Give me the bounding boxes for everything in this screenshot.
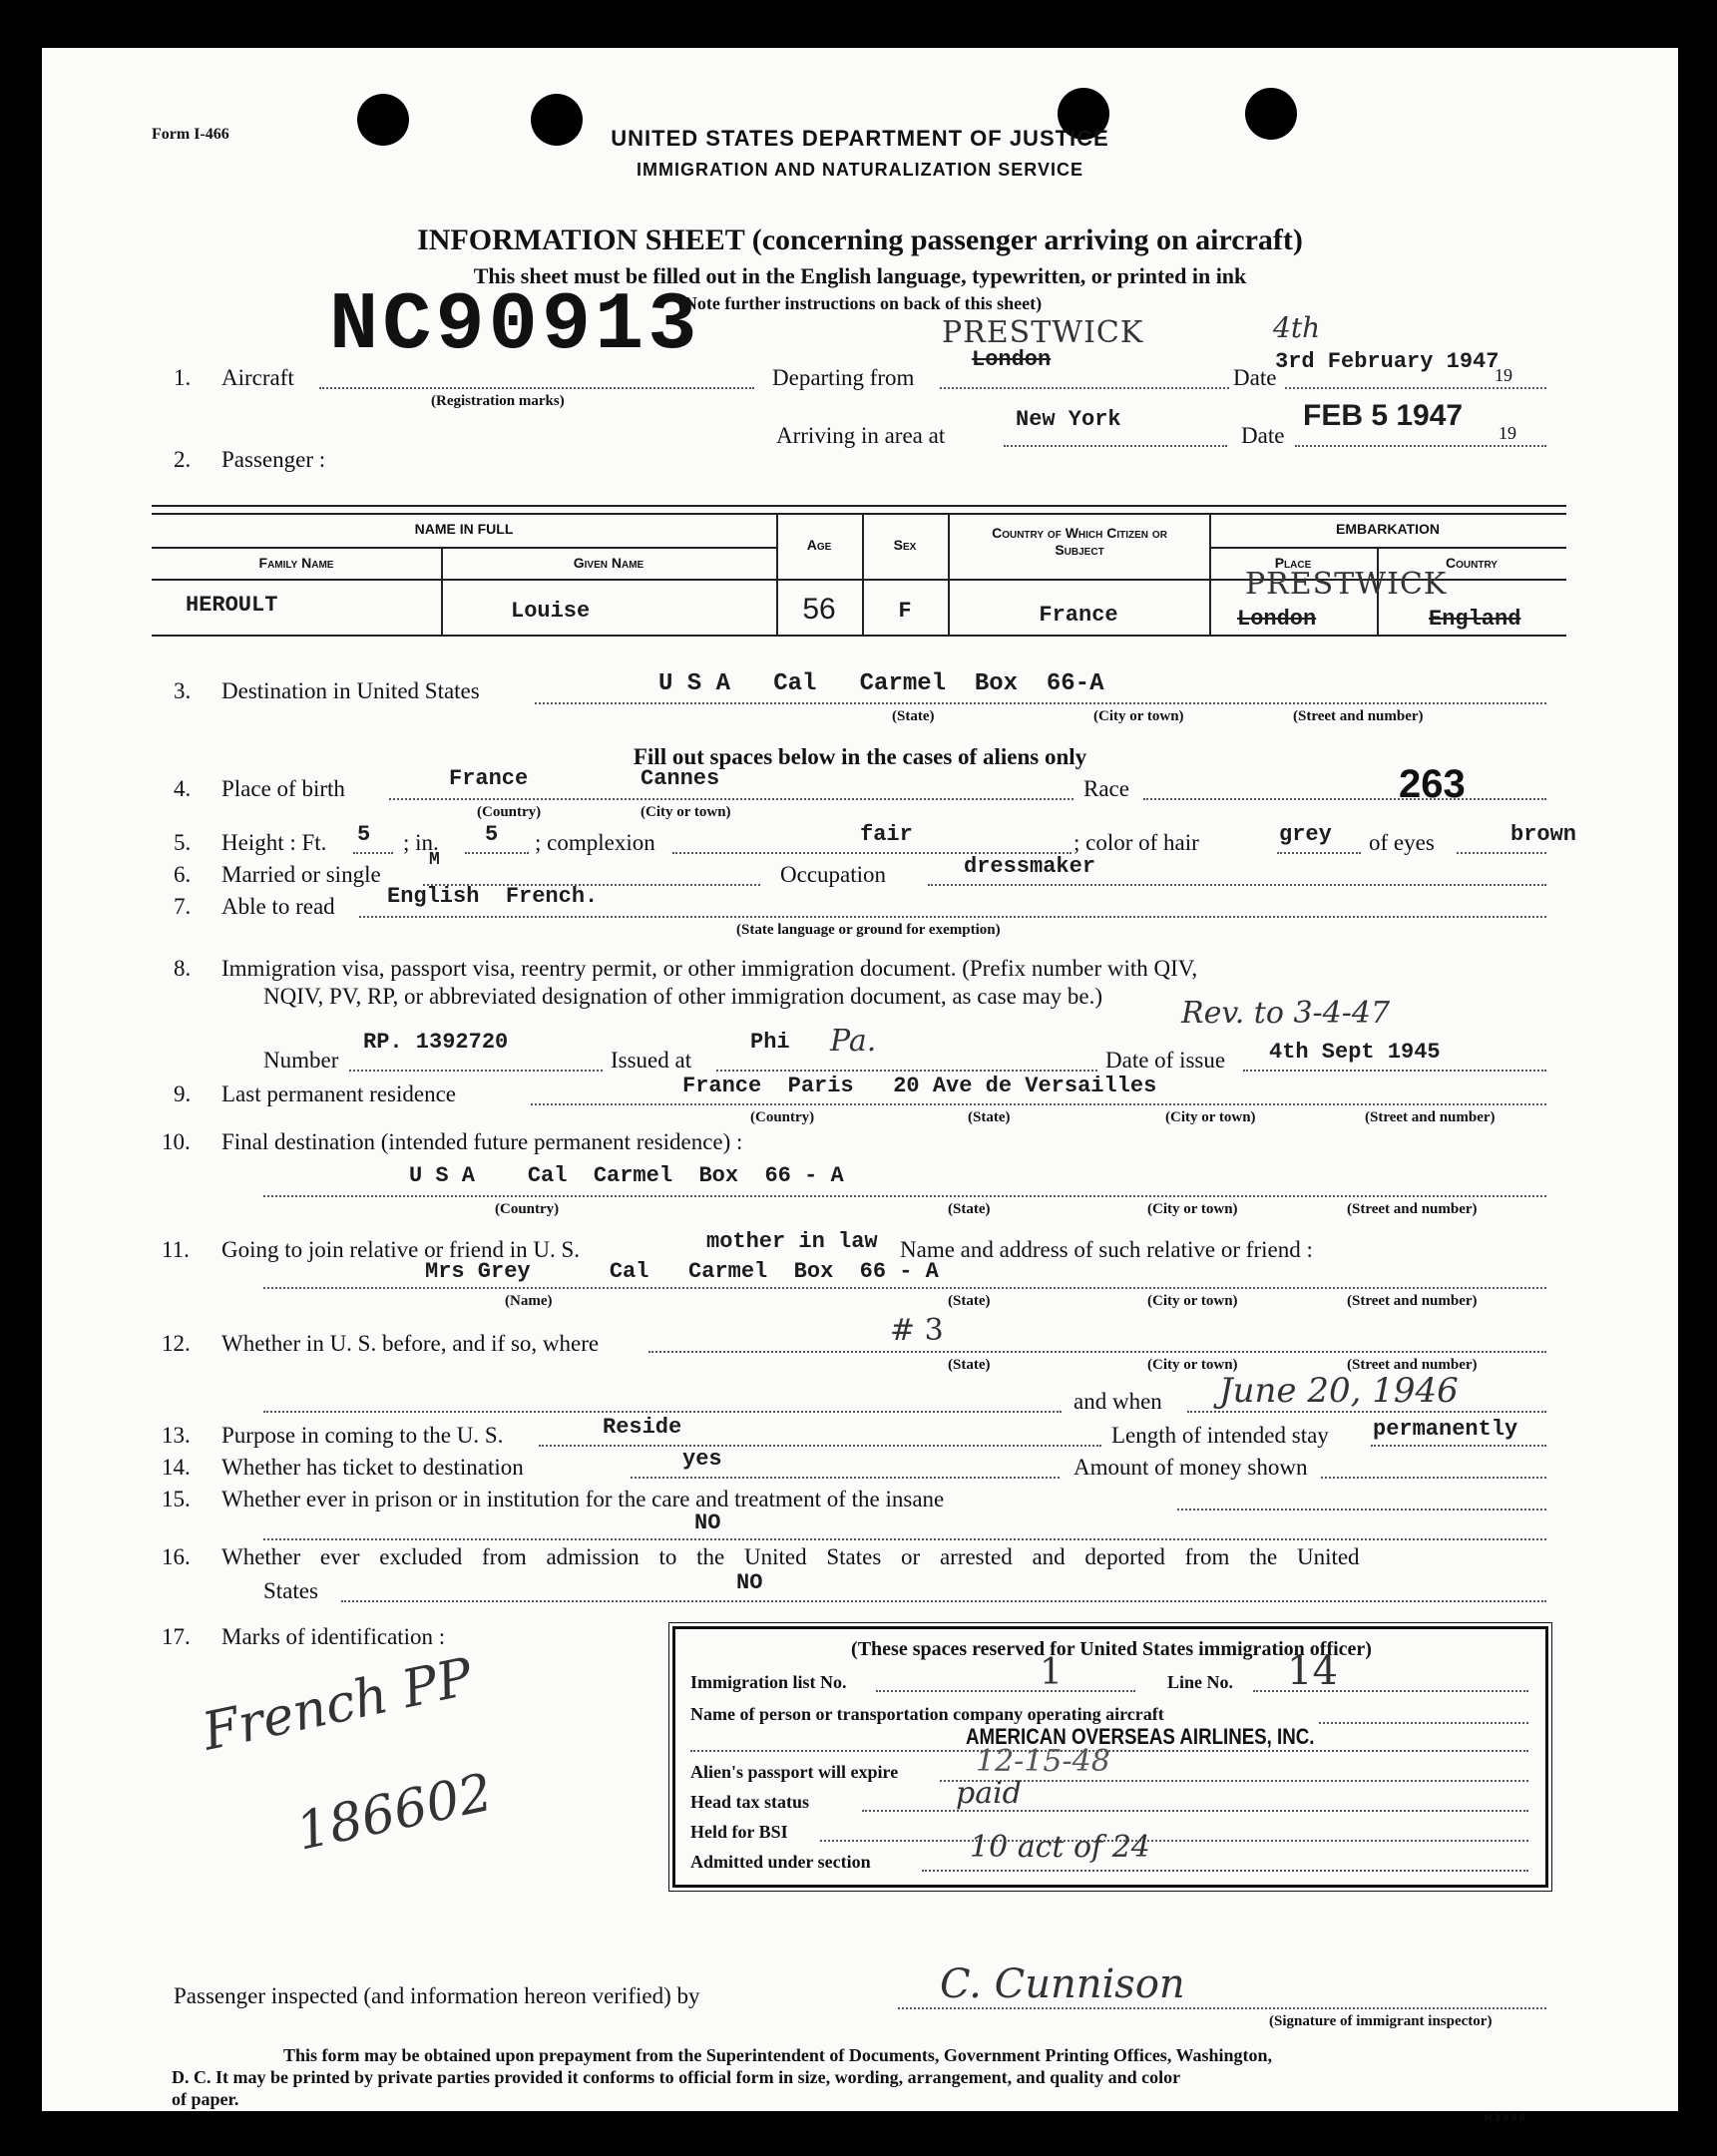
operator-value: AMERICAN OVERSEAS AIRLINES, INC.	[966, 1724, 1315, 1749]
item-number: 7.	[174, 894, 192, 919]
passenger-sex: F	[898, 599, 912, 624]
item-number: 11.	[162, 1237, 190, 1262]
street-caption: (Street and number)	[1347, 1357, 1478, 1373]
passenger-family-name: HEROULT	[186, 593, 278, 618]
state-caption: (State)	[948, 1357, 991, 1373]
arrival-date-label: Date	[1241, 423, 1285, 448]
state-caption: (State)	[948, 1293, 991, 1309]
table-header-sex: Sex	[893, 537, 917, 553]
embarkation-place-handwritten: PRESTWICK	[1245, 567, 1448, 602]
previous-visit-value: # 3	[890, 1313, 944, 1348]
issued-at-handwritten: Pa.	[830, 1024, 877, 1059]
relative-label: Going to join relative or friend in U. S.	[221, 1237, 580, 1262]
aliens-heading: Fill out spaces below in the cases of aliens only	[633, 744, 1087, 769]
issued-at-value: Phi	[750, 1030, 790, 1055]
residence-label: Last permanent residence	[221, 1081, 456, 1106]
marital-label: Married or single	[221, 862, 381, 887]
bsi-label: Held for BSI	[690, 1822, 788, 1842]
when-label: and when	[1073, 1389, 1162, 1414]
footer-code: H 3 8 8 8	[1485, 2113, 1525, 2124]
previous-visit-label: Whether in U. S. before, and if so, where	[221, 1331, 600, 1356]
item-number: 12.	[162, 1331, 191, 1356]
aircraft-registration: NC90913	[329, 279, 701, 372]
footer-line3: of paper.	[172, 2089, 239, 2109]
prison-label: Whether ever in prison or in institution for the care and treatment of the insane	[221, 1487, 945, 1511]
relative-address-label: Name and address of such relative or friend :	[900, 1237, 1313, 1262]
passport-expire-label: Alien's passport will expire	[690, 1762, 899, 1782]
embarkation-place-typed: London	[1237, 607, 1317, 632]
embarkation-country: England	[1429, 607, 1521, 632]
identification-handwritten-line1: French PP	[198, 1646, 478, 1763]
date-of-issue-value: 4th Sept 1945	[1269, 1040, 1441, 1065]
final-destination-label: Final destination (intended future permanent residence) :	[221, 1129, 743, 1154]
departing-handwritten: PRESTWICK	[942, 315, 1144, 350]
read-label: Able to read	[221, 894, 335, 919]
passenger-given-name: Louise	[511, 599, 591, 624]
final-destination-value: U S A Cal Carmel Box 66 - A	[409, 1163, 844, 1188]
admitted-label: Admitted under section	[690, 1852, 871, 1872]
height-label: Height : Ft.	[221, 830, 327, 855]
stay-label: Length of intended stay	[1111, 1423, 1329, 1448]
visa-text-line2: NQIV, PV, RP, or abbreviated designation of other immigration document, as case may be.)	[263, 984, 1103, 1009]
identification-label: Marks of identification :	[221, 1624, 446, 1649]
item-number: 14.	[162, 1455, 191, 1480]
passenger-age: 56	[802, 593, 836, 626]
departure-date-correction: 4th	[1273, 311, 1321, 344]
table-header-name: NAME IN FULL	[414, 521, 514, 537]
table-header-country: Country	[1446, 555, 1498, 571]
page-title: INFORMATION SHEET (concerning passenger arriving on aircraft)	[417, 223, 1303, 256]
hair-label: ; color of hair	[1073, 830, 1199, 855]
excluded-label-line1: Whether ever excluded from admission to the United States or arrested and deported from the United	[221, 1544, 1360, 1569]
inspector-signature: C. Cunnison	[940, 1961, 1185, 2007]
head-tax-label: Head tax status	[690, 1792, 810, 1812]
residence-value: France Paris 20 Ave de Versailles	[682, 1074, 1157, 1098]
stay-value: permanently	[1373, 1417, 1518, 1442]
item-number: 10.	[162, 1129, 191, 1154]
line-number-value: 14	[1287, 1648, 1338, 1694]
service-heading: IMMIGRATION AND NATURALIZATION SERVICE	[637, 160, 1083, 180]
name-caption: (Name)	[505, 1293, 553, 1309]
table-header-given-name: Given Name	[573, 555, 644, 571]
year-prefix: 19	[1495, 365, 1512, 385]
country-caption: (Country)	[750, 1109, 815, 1125]
passenger-label: Passenger :	[221, 447, 326, 472]
arrival-date-stamp: FEB 5 1947	[1303, 399, 1464, 432]
state-caption: (State)	[948, 1201, 991, 1217]
footer-line1: This form may be obtained upon prepayment from the Superintendent of Documents, Government Printing Offices, Washington,	[283, 2045, 1273, 2065]
visa-text-line1: Immigration visa, passport visa, reentry permit, or other immigration document. (Prefix number with QIV,	[221, 956, 1198, 981]
relation-value: mother in law	[706, 1229, 878, 1254]
eyes-value: brown	[1510, 822, 1577, 847]
departing-label: Departing from	[772, 365, 915, 390]
table-header-embarkation: EMBARKATION	[1336, 521, 1440, 537]
item-number: 2.	[174, 447, 192, 472]
ticket-value: yes	[682, 1447, 722, 1472]
year-prefix: 19	[1499, 423, 1516, 443]
excluded-value: NO	[736, 1570, 763, 1595]
country-caption: (Country)	[477, 804, 542, 820]
operator-label: Name of person or transportation company operating aircraft	[690, 1704, 1164, 1724]
purpose-label: Purpose in coming to the U. S.	[221, 1423, 504, 1448]
officer-box-heading: (These spaces reserved for United States immigration officer)	[851, 1638, 1372, 1660]
information-sheet	[42, 48, 1678, 2124]
height-inches: 5	[485, 822, 499, 847]
money-label: Amount of money shown	[1073, 1455, 1308, 1480]
city-caption: (City or town)	[1147, 1201, 1238, 1217]
item-number: 9.	[174, 1081, 192, 1106]
destination-value: U S A Cal Carmel Box 66-A	[658, 670, 1104, 697]
date-of-issue-label: Date of issue	[1105, 1048, 1226, 1073]
city-caption: (City or town)	[1093, 708, 1184, 724]
arriving-value: New York	[1016, 407, 1121, 432]
departing-struck-value: London	[972, 347, 1052, 372]
visa-number-label: Number	[263, 1048, 339, 1073]
item-number: 8.	[174, 956, 192, 981]
item-number: 6.	[174, 862, 192, 887]
line-number-label: Line No.	[1167, 1672, 1234, 1692]
street-caption: (Street and number)	[1365, 1109, 1496, 1125]
birth-city: Cannes	[641, 766, 720, 791]
table-header-place: Place	[1274, 555, 1312, 571]
instruction-text: This sheet must be filled out in the English language, typewritten, or printed in ink	[473, 263, 1247, 288]
visa-number-value: RP. 1392720	[363, 1030, 509, 1055]
admitted-value: 10 act of 24	[970, 1830, 1150, 1865]
table-header-family-name: Family Name	[258, 555, 334, 571]
race-label: Race	[1083, 776, 1129, 801]
hair-value: grey	[1279, 822, 1332, 847]
passport-expire-value: 12-15-48	[976, 1744, 1110, 1779]
complexion-label: ; complexion	[535, 830, 655, 855]
list-number-value: 1	[1040, 1652, 1063, 1693]
arriving-label: Arriving in area at	[776, 423, 946, 448]
street-caption: (Street and number)	[1347, 1201, 1478, 1217]
item-number: 4.	[174, 776, 192, 801]
state-caption: (State)	[892, 708, 935, 724]
item-number: 15.	[162, 1487, 191, 1511]
language-caption: (State language or ground for exemption)	[736, 922, 1001, 938]
city-caption: (City or town)	[1147, 1357, 1238, 1373]
race-value: 263	[1399, 762, 1466, 806]
height-feet: 5	[357, 822, 371, 847]
birthplace-label: Place of birth	[221, 776, 345, 801]
marital-value: M	[429, 850, 440, 870]
relative-value: Mrs Grey Cal Carmel Box 66 - A	[425, 1259, 939, 1284]
signature-caption: (Signature of immigrant inspector)	[1269, 2013, 1493, 2029]
state-caption: (State)	[968, 1109, 1011, 1125]
department-heading: UNITED STATES DEPARTMENT OF JUSTICE	[611, 126, 1109, 151]
revision-handwritten: Rev. to 3-4-47	[1181, 996, 1391, 1031]
departure-date-value: 3rd February 1947	[1275, 349, 1500, 374]
birth-country: France	[449, 766, 529, 791]
aircraft-label: Aircraft	[221, 365, 294, 390]
city-caption: (City or town)	[1165, 1109, 1256, 1125]
inspection-label: Passenger inspected (and information hereon verified) by	[174, 1983, 700, 2008]
departure-date-label: Date	[1233, 365, 1277, 390]
complexion-value: fair	[860, 822, 913, 847]
destination-label: Destination in United States	[221, 678, 480, 703]
note-text: (Note further instructions on back of this sheet)	[677, 293, 1043, 313]
purpose-value: Reside	[603, 1415, 682, 1440]
street-caption: (Street and number)	[1293, 708, 1424, 724]
issued-at-label: Issued at	[611, 1048, 692, 1073]
when-value: June 20, 1946	[1219, 1371, 1459, 1411]
item-number: 17.	[162, 1624, 191, 1649]
list-number-label: Immigration list No.	[690, 1672, 847, 1692]
table-header-age: Age	[806, 537, 832, 553]
head-tax-value: paid	[956, 1776, 1022, 1811]
eyes-label: of eyes	[1369, 830, 1435, 855]
inches-label: ; in.	[403, 830, 439, 855]
form-number: Form I-466	[152, 126, 229, 143]
occupation-value: dressmaker	[964, 854, 1096, 879]
table-header-citizen: Country of Which Citizen or Subject	[992, 525, 1167, 558]
passenger-citizen-country: France	[1039, 603, 1118, 628]
country-caption: (Country)	[495, 1201, 560, 1217]
prison-value: NO	[694, 1510, 721, 1535]
city-caption: (City or town)	[641, 804, 731, 820]
item-number: 1.	[174, 365, 192, 390]
excluded-label-line2: States	[263, 1578, 318, 1603]
languages-value: English French.	[387, 884, 599, 909]
registration-caption: (Registration marks)	[431, 393, 565, 409]
item-number: 5.	[174, 830, 192, 855]
city-caption: (City or town)	[1147, 1293, 1238, 1309]
footer-line2: D. C. It may be printed by private parties provided it conforms to official form in size, wording, arrangement, and quality and color	[172, 2067, 1181, 2087]
item-number: 13.	[162, 1423, 191, 1448]
ticket-label: Whether has ticket to destination	[221, 1455, 524, 1480]
street-caption: (Street and number)	[1347, 1293, 1478, 1309]
occupation-label: Occupation	[780, 862, 887, 887]
item-number: 16.	[162, 1544, 191, 1569]
item-number: 3.	[174, 678, 192, 703]
identification-handwritten-line2: 186602	[291, 1762, 498, 1863]
